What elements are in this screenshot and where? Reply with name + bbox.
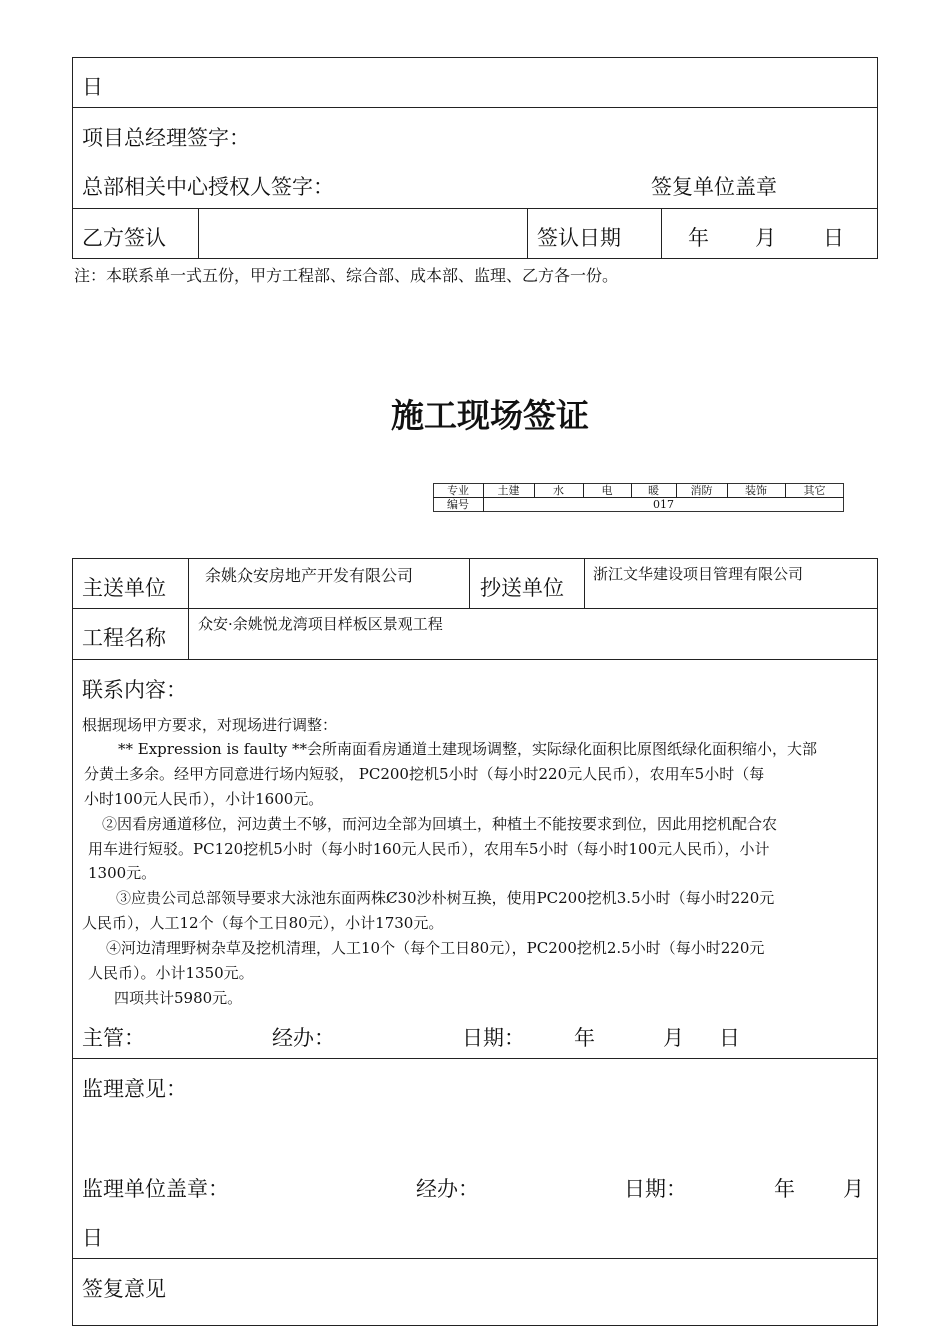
date-label: 日期： — [462, 1026, 525, 1050]
confirm-date-label: 签认日期 — [537, 226, 621, 250]
content-line: 根据现场甲方要求，对现场进行调整： — [82, 716, 338, 734]
content-line: ** Expression is faulty **会所南面看房通道土建现场调整，实际绿化面积比原图纸绿化面积缩小，大部 — [118, 740, 817, 758]
form-col-label — [188, 558, 189, 659]
sender-value: 余姚众安房地产开发有限公司 — [205, 566, 414, 585]
top-col-divider-2 — [527, 208, 528, 259]
top-divider-1 — [72, 107, 878, 108]
project-label: 工程名称 — [82, 626, 166, 650]
date-day: 日 — [719, 1026, 740, 1050]
specialty-fire: 消防 — [690, 484, 713, 497]
page-title: 施工现场签证 — [391, 396, 589, 435]
form-divider-sender — [72, 608, 878, 609]
specialty-water: 水 — [553, 484, 564, 497]
content-line: 四项共计5980元。 — [114, 989, 243, 1007]
jianli-year: 年 — [774, 1177, 795, 1201]
hq-sign-label: 总部相关中心授权人签字： — [82, 175, 334, 199]
reply-opinion-label: 签复意见 — [82, 1277, 166, 1301]
sender-label: 主送单位 — [82, 576, 166, 600]
form-divider-project — [72, 659, 878, 660]
number-label: 编号 — [447, 498, 469, 511]
supervisor-label: 主管： — [82, 1026, 145, 1050]
content-line: 人民币），人工12个（每个工日80元），小计1730元。 — [82, 914, 444, 932]
content-line: 1300元。 — [88, 864, 157, 882]
confirm-year: 年 — [688, 226, 709, 250]
specialty-electric: 电 — [601, 484, 613, 497]
jianli-day: 日 — [82, 1226, 103, 1250]
confirm-day: 日 — [823, 226, 844, 250]
specialty-heating: 暖 — [648, 484, 659, 497]
reply-seal-label: 签复单位盖章 — [651, 175, 777, 199]
content-line: 人民币）。小计1350元。 — [88, 964, 254, 982]
content-line: 分黄土多余。经甲方同意进行场内短驳， PC200挖机5小时（每小时220元人民币），农用车5小时（每 — [84, 765, 765, 783]
partyb-confirm-label: 乙方签认 — [82, 226, 166, 250]
copies-note: 注：本联系单一式五份，甲方工程部、综合部、成本部、监理、乙方各一份。 — [74, 266, 619, 285]
jianli-handler-label: 经办： — [416, 1177, 479, 1201]
date-year: 年 — [574, 1026, 595, 1050]
form-col-cc-left — [469, 558, 470, 608]
jianli-month: 月 — [843, 1177, 864, 1201]
content-line: ④河边清理野树杂草及挖机清理，人工10个（每个工日80元），PC200挖机2.5小时（每小时220元 — [106, 939, 765, 957]
content-label: 联系内容： — [82, 678, 187, 702]
top-col-divider-1 — [198, 208, 199, 259]
form-col-cc-right — [584, 558, 585, 608]
jianli-seal-label: 监理单位盖章： — [82, 1177, 229, 1201]
specialty-decoration: 装饰 — [745, 484, 767, 497]
specialty-row-label: 专业 — [447, 484, 469, 497]
confirm-month: 月 — [755, 226, 776, 250]
form-divider-jianli — [72, 1258, 878, 1259]
cc-value: 浙江文华建设项目管理有限公司 — [593, 565, 804, 583]
jianli-date-label: 日期： — [624, 1177, 687, 1201]
project-value: 众安·余姚悦龙湾项目样板区景观工程 — [198, 615, 443, 633]
jianli-opinion-label: 监理意见： — [82, 1077, 187, 1101]
content-line: 小时100元人民币），小计1600元。 — [84, 790, 324, 808]
cc-label: 抄送单位 — [480, 576, 564, 600]
content-line: 用车进行短驳。PC120挖机5小时（每小时160元人民币），农用车5小时（每小时100元人民币），小计 — [88, 840, 770, 858]
date-month: 月 — [663, 1026, 684, 1050]
number-value: 017 — [653, 498, 674, 511]
top-divider-2 — [72, 208, 878, 209]
specialty-civil: 土建 — [497, 484, 520, 497]
handler-label: 经办： — [272, 1026, 335, 1050]
pm-sign-label: 项目总经理签字： — [82, 126, 250, 150]
content-line: ③应贵公司总部领导要求大泳池东面两株Ȼ30沙朴树互换，使用PC200挖机3.5小时（每小时220元 — [116, 889, 775, 907]
form-divider-content — [72, 1058, 878, 1059]
top-day-char: 日 — [82, 75, 103, 99]
specialty-other: 其它 — [803, 484, 826, 497]
content-line: ②因看房通道移位，河边黄土不够，而河边全部为回填土，种植土不能按要求到位，因此用挖机配合农 — [102, 815, 778, 833]
top-col-divider-3 — [661, 208, 662, 259]
